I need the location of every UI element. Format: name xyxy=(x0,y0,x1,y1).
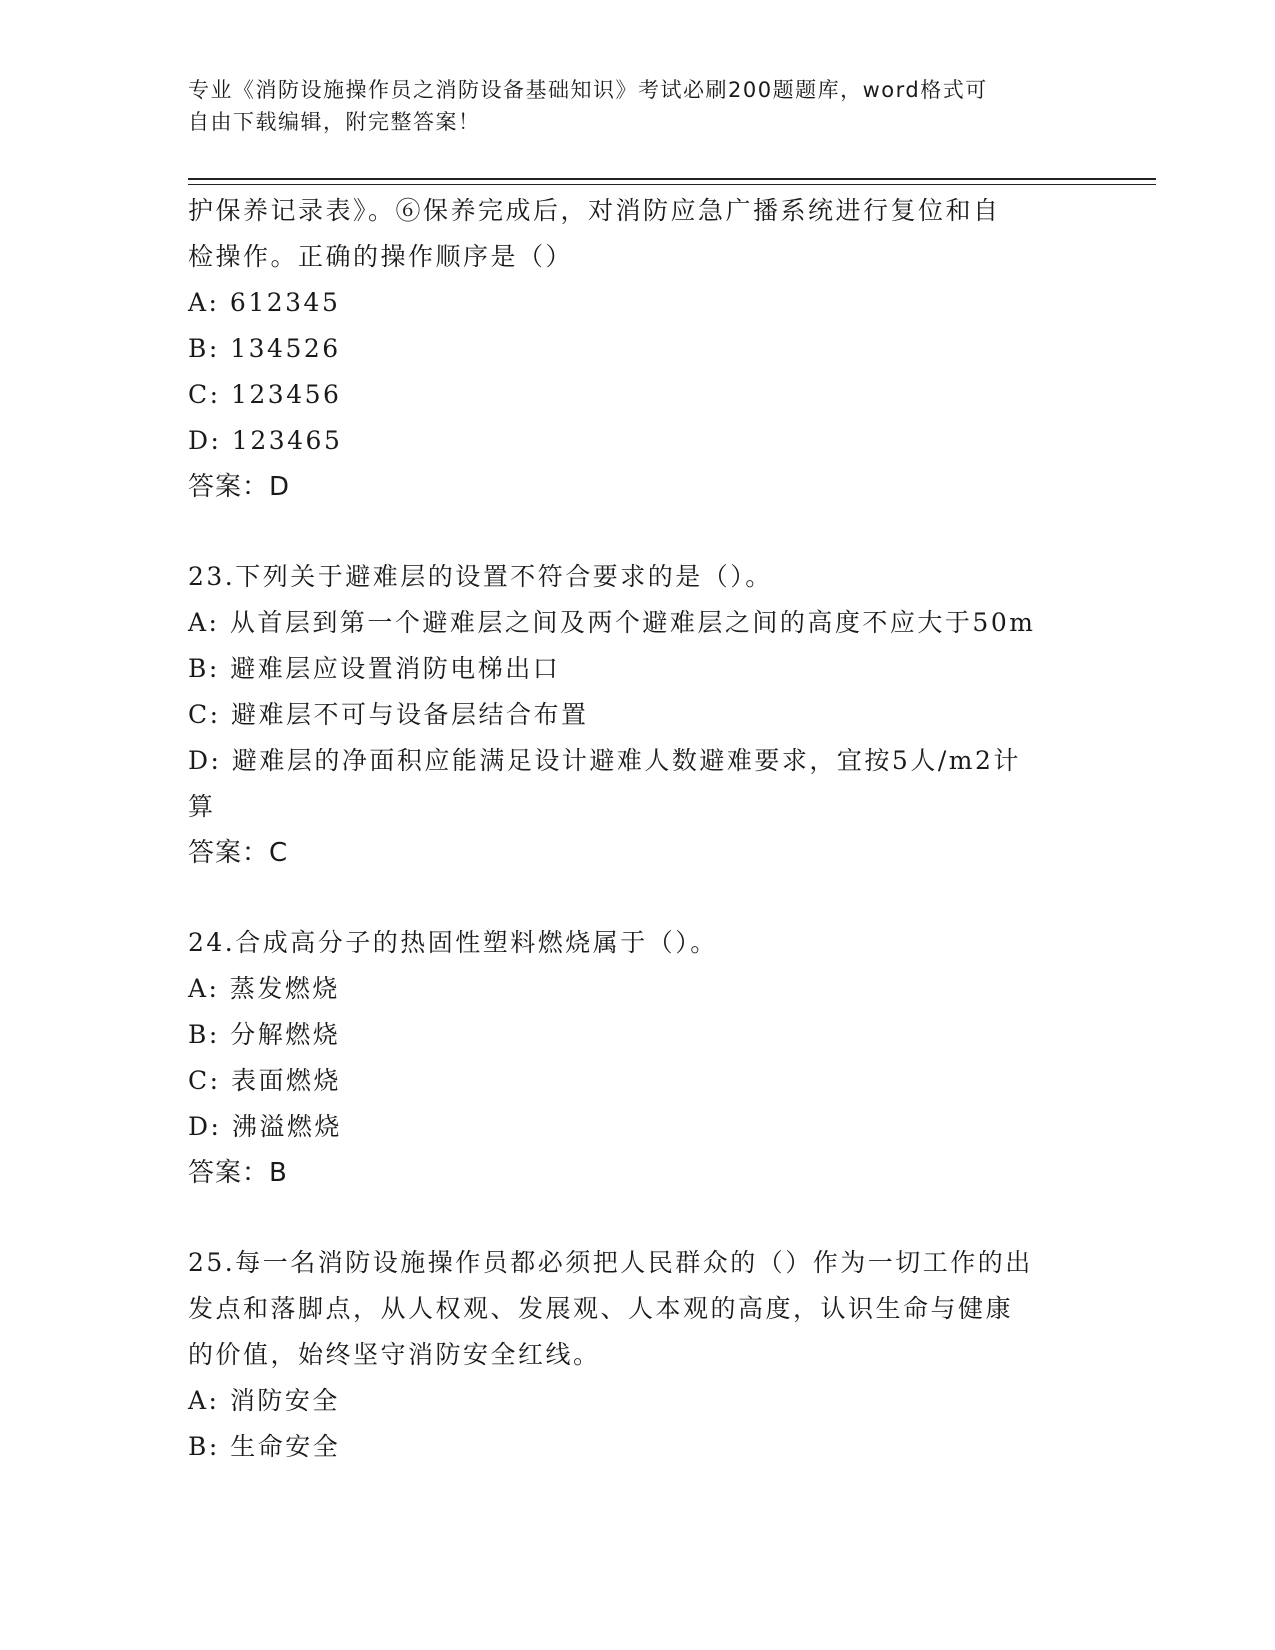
question-stem: 发点和落脚点，从人权观、发展观、人本观的高度，认识生命与健康 xyxy=(188,1294,1014,1323)
header-line-1: 专业《消防设施操作员之消防设备基础知识》考试必刷200题题库，word格式可 xyxy=(188,78,988,102)
header-line-2: 自由下载编辑，附完整答案！ xyxy=(188,110,481,134)
spacer xyxy=(188,876,1088,920)
question-list xyxy=(188,188,1088,1470)
question-stem: 的价值，始终坚守消防安全红线。 xyxy=(188,1340,601,1369)
question-stem: 24.合成高分子的热固性塑料燃烧属于（）。 xyxy=(188,928,718,957)
header-divider-thin xyxy=(188,184,1156,185)
question-25 xyxy=(188,1240,1088,1470)
header-divider-thick xyxy=(188,178,1156,180)
option-b: B: 避难层应设置消防电梯出口 xyxy=(188,654,561,683)
option-a: A: 从首层到第一个避难层之间及两个避难层之间的高度不应大于50m xyxy=(188,608,1036,637)
option-d-continued: 算 xyxy=(188,792,216,821)
option-d: D: 123465 xyxy=(188,426,343,455)
option-b: B: 生命安全 xyxy=(188,1432,341,1461)
question-stem: 25.每一名消防设施操作员都必须把人民群众的（）作为一切工作的出 xyxy=(188,1248,1033,1277)
option-c: C: 123456 xyxy=(188,380,342,409)
option-c: C: 避难层不可与设备层结合布置 xyxy=(188,700,589,729)
question-stem: 23.下列关于避难层的设置不符合要求的是（）。 xyxy=(188,562,773,591)
option-a: A: 612345 xyxy=(188,288,341,317)
answer: 答案：B xyxy=(188,1158,288,1188)
question-stem: 检操作。正确的操作顺序是（） xyxy=(188,242,574,271)
option-a: A: 消防安全 xyxy=(188,1386,340,1415)
question-23 xyxy=(188,554,1088,876)
answer: 答案：D xyxy=(188,472,291,502)
spacer xyxy=(188,510,1088,554)
option-b: B: 134526 xyxy=(188,334,341,363)
spacer xyxy=(188,1196,1088,1240)
question-24 xyxy=(188,920,1088,1196)
option-c: C: 表面燃烧 xyxy=(188,1066,341,1095)
option-a: A: 蒸发燃烧 xyxy=(188,974,340,1003)
question-22 xyxy=(188,188,1088,510)
option-d: D: 避难层的净面积应能满足设计避难人数避难要求，宜按5人/m2计 xyxy=(188,746,1021,775)
option-d: D: 沸溢燃烧 xyxy=(188,1112,342,1141)
document-header xyxy=(188,74,1068,138)
answer: 答案：C xyxy=(188,838,289,868)
question-stem: 护保养记录表》。⑥保养完成后，对消防应急广播系统进行复位和自 xyxy=(188,196,1001,225)
option-b: B: 分解燃烧 xyxy=(188,1020,341,1049)
